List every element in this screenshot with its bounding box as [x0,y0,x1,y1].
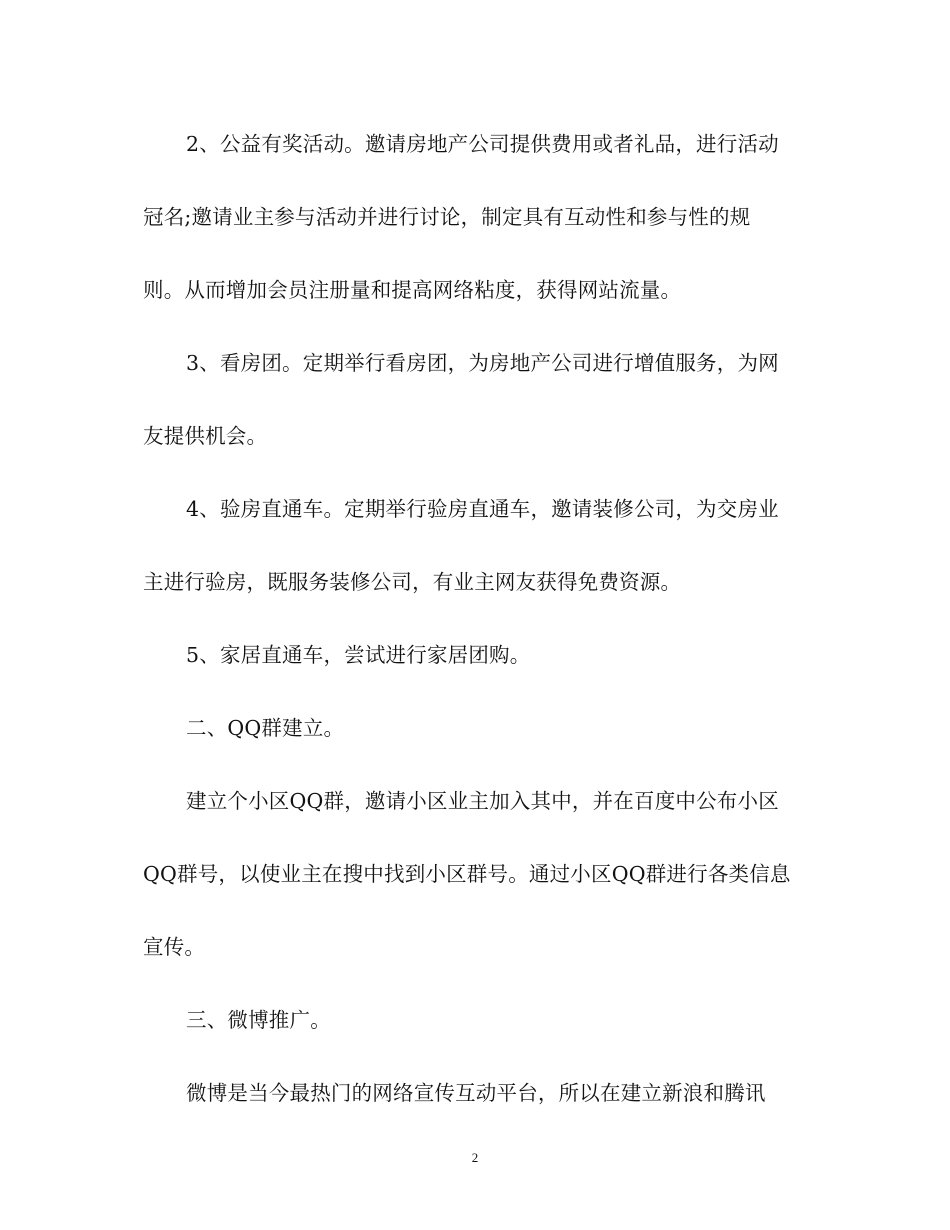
paragraph-line: QQ群号，以使业主在搜中找到小区群号。通过小区QQ群进行各类信息 [143,862,791,886]
paragraph-line: 2、公益有奖活动。邀请房地产公司提供费用或者礼品，进行活动 [186,132,779,156]
paragraph-line: 冠名;邀请业主参与活动并进行讨论，制定具有互动性和参与性的规 [143,205,751,229]
paragraph-line: 宣传。 [143,935,206,959]
paragraph-line: 则。从而增加会员注册量和提高网络粘度，获得网站流量。 [143,278,682,302]
paragraph-line: 4、验房直通车。定期举行验房直通车，邀请装修公司，为交房业 [186,497,779,521]
paragraph-line: 友提供机会。 [143,424,268,448]
paragraph-line: 5、家居直通车，尝试进行家居团购。 [186,643,531,667]
paragraph-line: 微博是当今最热门的网络宣传互动平台，所以在建立新浪和腾讯 [186,1081,766,1105]
section-heading: 二、QQ群建立。 [186,716,345,740]
paragraph-line: 主进行验房，既服务装修公司，有业主网友获得免费资源。 [143,570,682,594]
paragraph-line: 建立个小区QQ群，邀请小区业主加入其中，并在百度中公布小区 [186,789,779,813]
page-number: 2 [471,1150,479,1165]
paragraph-line: 3、看房团。定期举行看房团，为房地产公司进行增值服务，为网 [186,351,779,375]
section-heading: 三、微博推广。 [186,1008,331,1032]
